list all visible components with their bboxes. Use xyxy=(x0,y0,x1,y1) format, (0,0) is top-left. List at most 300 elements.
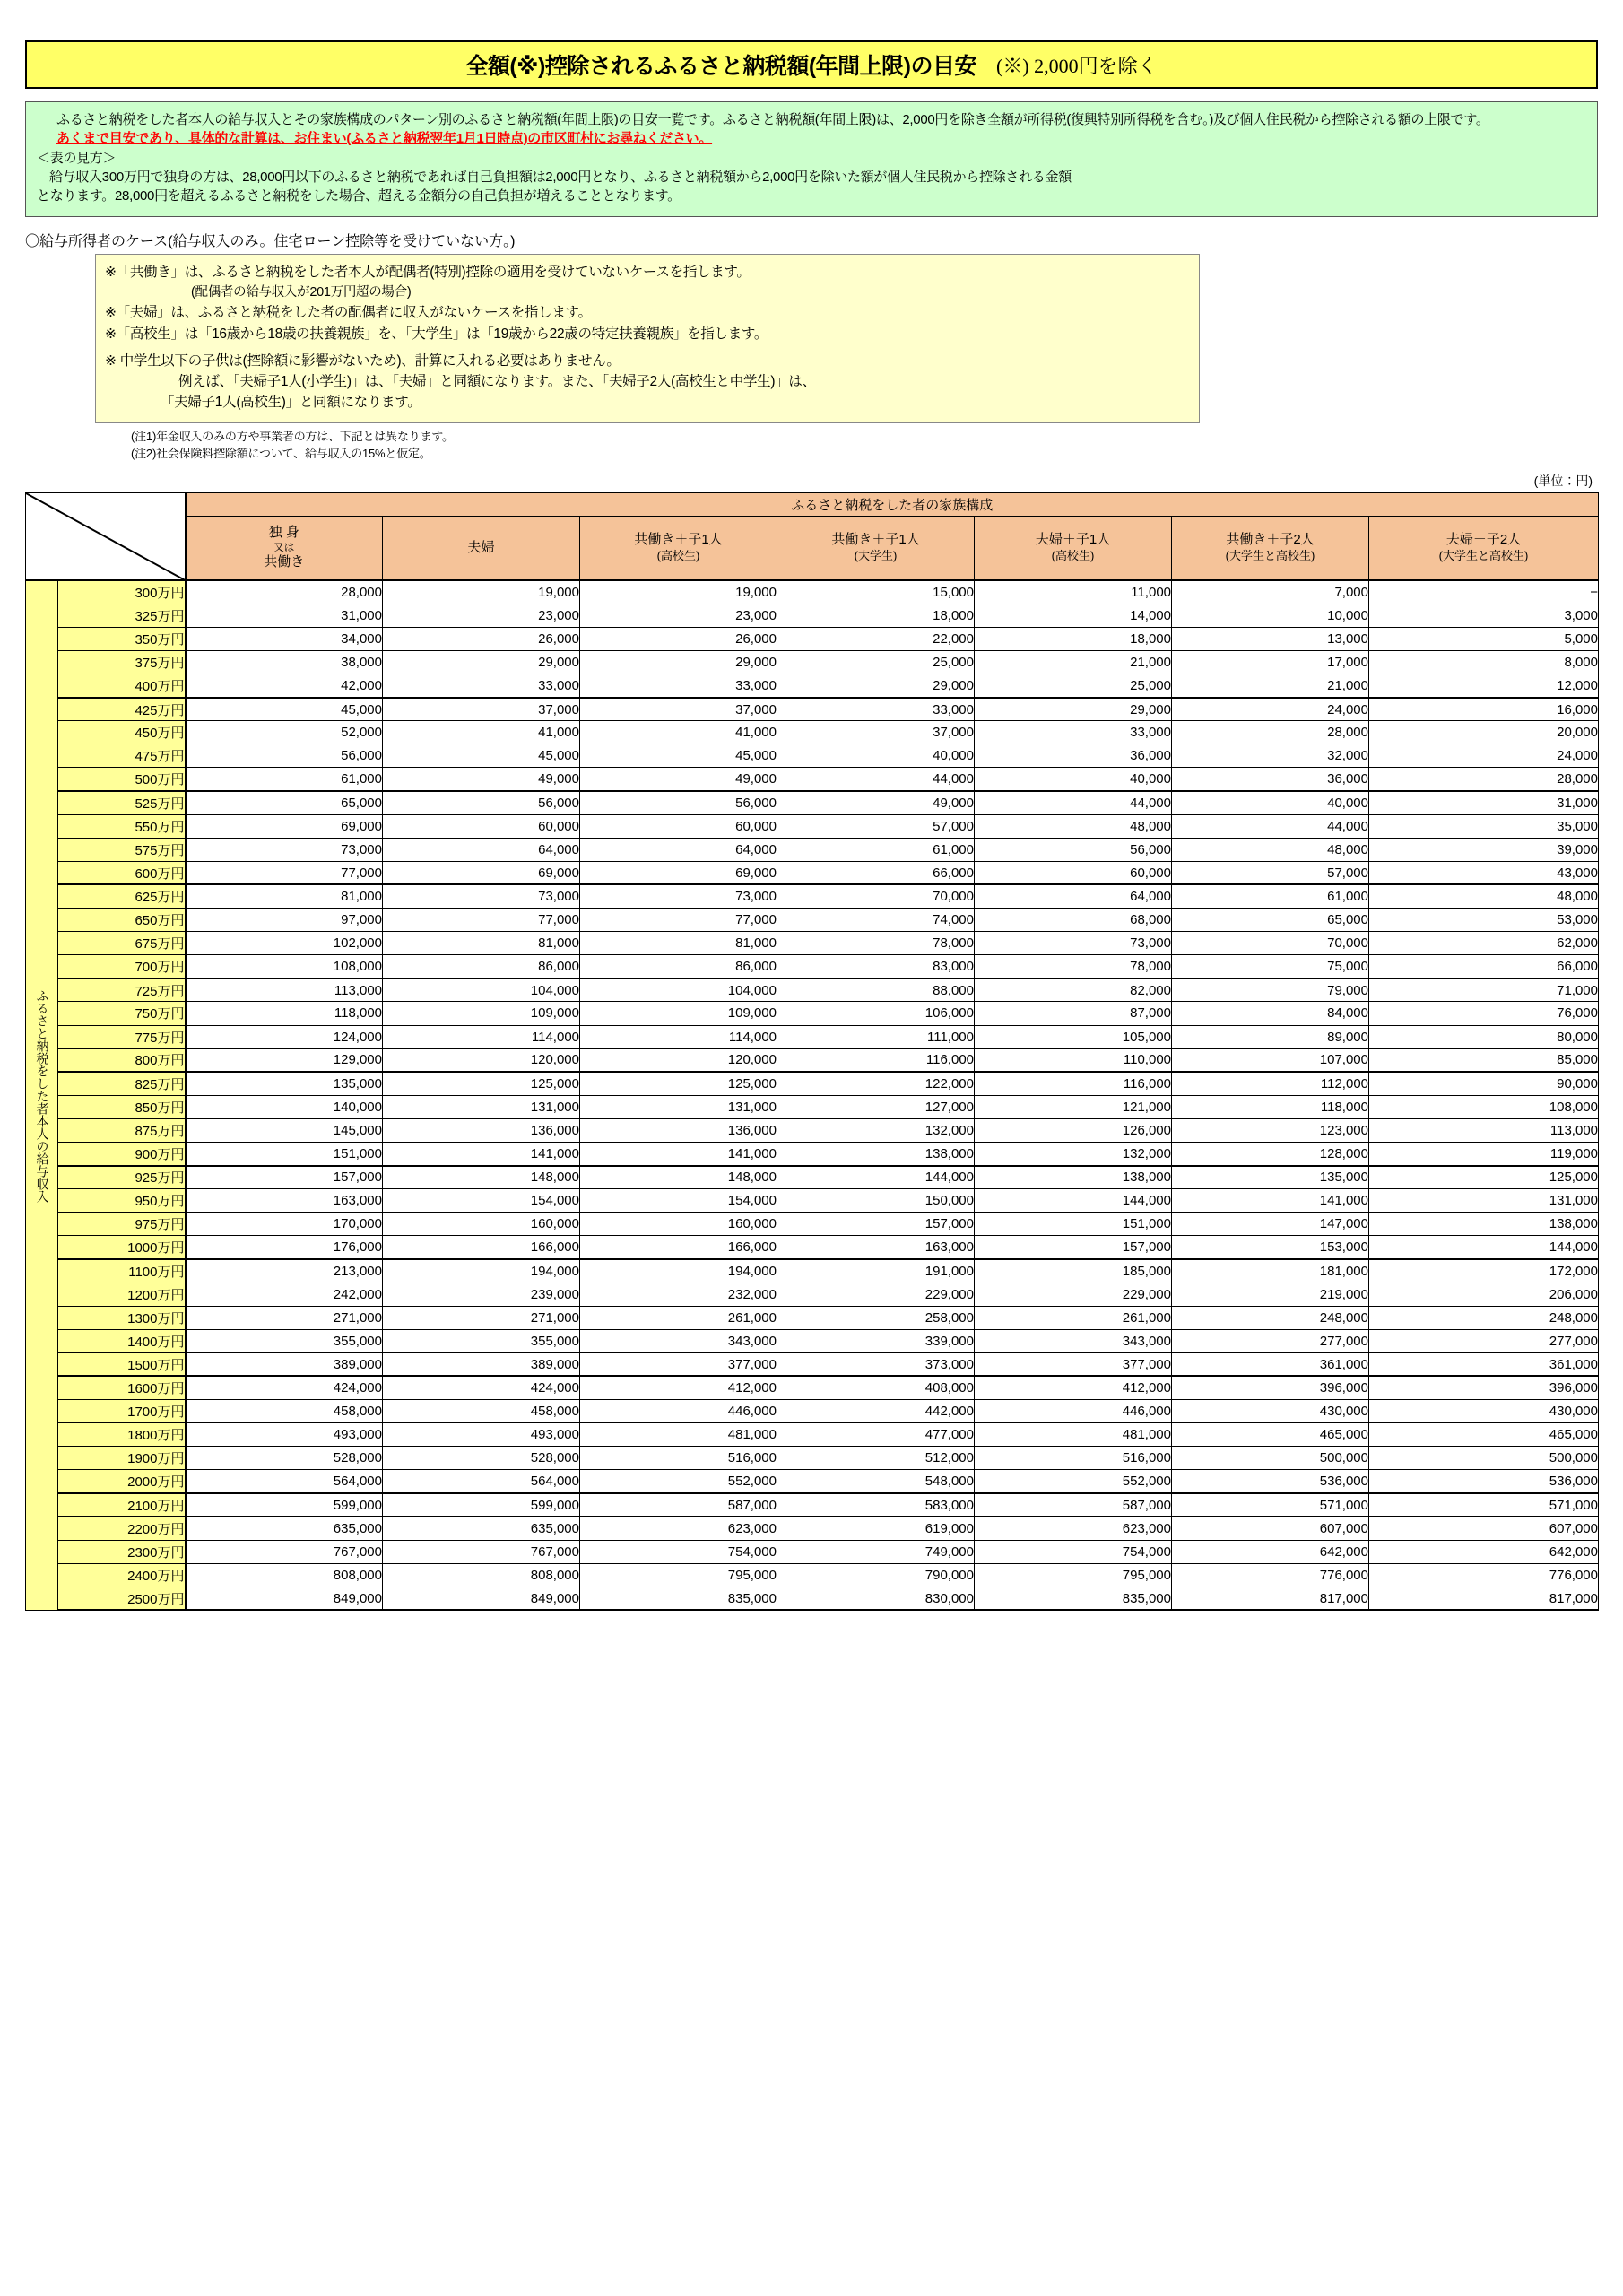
table-cell-value: 343,000 xyxy=(975,1329,1172,1352)
table-cell-value: 53,000 xyxy=(1369,909,1599,932)
table-cell-value: 176,000 xyxy=(186,1236,383,1259)
table-cell-value: 154,000 xyxy=(580,1189,777,1213)
table-cell-value: 583,000 xyxy=(777,1493,975,1517)
table-cell-value: 132,000 xyxy=(777,1118,975,1142)
table-cell-value: 607,000 xyxy=(1369,1517,1599,1540)
row-header-income: 1000万円 xyxy=(58,1236,186,1259)
table-cell-value: 767,000 xyxy=(186,1540,383,1563)
table-cell-value: 104,000 xyxy=(383,978,580,1002)
row-axis-label-text: ふるさと納税をした者本人の給与収入 xyxy=(35,988,50,1203)
table-cell-value: 148,000 xyxy=(580,1166,777,1189)
table-cell-value: 29,000 xyxy=(777,674,975,698)
table-cell-value: 24,000 xyxy=(1172,698,1369,721)
table-cell-value: 754,000 xyxy=(580,1540,777,1563)
table-cell-value: 528,000 xyxy=(186,1447,383,1470)
table-cell-value: 111,000 xyxy=(777,1025,975,1048)
col2-line2: (高校生) xyxy=(656,549,700,563)
table-cell-value: 118,000 xyxy=(186,1002,383,1025)
table-cell-value: 477,000 xyxy=(777,1423,975,1447)
table-row xyxy=(26,978,1599,1002)
table-cell-value: 587,000 xyxy=(580,1493,777,1517)
table-cell-value: 69,000 xyxy=(186,814,383,838)
col4-line2: (高校生) xyxy=(1051,549,1095,563)
table-cell-value: 60,000 xyxy=(975,861,1172,884)
table-cell-value: 500,000 xyxy=(1369,1447,1599,1470)
table-row xyxy=(26,955,1599,978)
case-note-0: ※「共働き」は、ふるさと納税をした者本人が配偶者(特別)控除の適用を受けていないケースを指します。 xyxy=(105,265,751,281)
table-row xyxy=(26,1236,1599,1259)
table-cell-value: 45,000 xyxy=(580,744,777,768)
row-header-income: 825万円 xyxy=(58,1072,186,1095)
table-cell-value: 141,000 xyxy=(1172,1189,1369,1213)
row-header-income: 1900万円 xyxy=(58,1447,186,1470)
table-cell-value: 39,000 xyxy=(1369,838,1599,861)
table-cell-value: 113,000 xyxy=(186,978,383,1002)
table-cell-value: 128,000 xyxy=(1172,1142,1369,1165)
table-cell-value: 599,000 xyxy=(383,1493,580,1517)
table-row xyxy=(26,1517,1599,1540)
table-cell-value: 109,000 xyxy=(383,1002,580,1025)
row-header-income: 575万円 xyxy=(58,838,186,861)
table-cell-value: 135,000 xyxy=(186,1072,383,1095)
table-cell-value: 41,000 xyxy=(580,721,777,744)
table-row xyxy=(26,1493,1599,1517)
table-cell-value: 170,000 xyxy=(186,1213,383,1236)
row-header-income: 300万円 xyxy=(58,580,186,604)
table-cell-value: 552,000 xyxy=(975,1470,1172,1493)
table-cell-value: 44,000 xyxy=(777,768,975,791)
unit-label: (単位：円) xyxy=(1533,473,1593,488)
table-cell-value: 11,000 xyxy=(975,580,1172,604)
table-cell-value: 86,000 xyxy=(383,955,580,978)
table-cell-value: 124,000 xyxy=(186,1025,383,1048)
table-cell-value: 261,000 xyxy=(975,1306,1172,1329)
row-header-income: 750万円 xyxy=(58,1002,186,1025)
table-cell-value: 83,000 xyxy=(777,955,975,978)
table-cell-value: 619,000 xyxy=(777,1517,975,1540)
table-cell-value: 481,000 xyxy=(580,1423,777,1447)
col5-line1: 共働き＋子2人 xyxy=(1226,532,1315,548)
table-cell-value: 271,000 xyxy=(383,1306,580,1329)
table-cell-value: 69,000 xyxy=(383,861,580,884)
table-cell-value: 77,000 xyxy=(580,909,777,932)
table-cell-value: 412,000 xyxy=(975,1376,1172,1399)
row-header-income: 475万円 xyxy=(58,744,186,768)
table-cell-value: 61,000 xyxy=(777,838,975,861)
table-cell-value: 33,000 xyxy=(383,674,580,698)
table-cell-value: 48,000 xyxy=(975,814,1172,838)
table-cell-value: 776,000 xyxy=(1172,1563,1369,1587)
table-cell-value: 77,000 xyxy=(186,861,383,884)
table-cell-value: 37,000 xyxy=(383,698,580,721)
col3-line1: 共働き＋子1人 xyxy=(831,532,920,548)
table-cell-value: 131,000 xyxy=(383,1095,580,1118)
table-cell-value: 41,000 xyxy=(383,721,580,744)
table-row xyxy=(26,1002,1599,1025)
table-cell-value: 71,000 xyxy=(1369,978,1599,1002)
table-cell-value: 73,000 xyxy=(383,884,580,908)
table-cell-value: 19,000 xyxy=(383,580,580,604)
row-header-income: 625万円 xyxy=(58,884,186,908)
row-header-income: 550万円 xyxy=(58,814,186,838)
table-body xyxy=(26,580,1599,1610)
table-cell-value: 60,000 xyxy=(580,814,777,838)
row-header-income: 775万円 xyxy=(58,1025,186,1048)
table-cell-value: 107,000 xyxy=(1172,1048,1369,1072)
table-cell-value: 817,000 xyxy=(1172,1587,1369,1610)
table-cell-value: 361,000 xyxy=(1369,1352,1599,1376)
table-cell-value: 140,000 xyxy=(186,1095,383,1118)
table-cell-value: 564,000 xyxy=(186,1470,383,1493)
table-cell-value: 31,000 xyxy=(1369,791,1599,814)
table-cell-value: 10,000 xyxy=(1172,604,1369,627)
table-cell-value: 361,000 xyxy=(1172,1352,1369,1376)
table-cell-value: 56,000 xyxy=(383,791,580,814)
table-cell-value: 87,000 xyxy=(975,1002,1172,1025)
table-corner-cell xyxy=(26,492,186,580)
table-cell-value: 635,000 xyxy=(186,1517,383,1540)
table-cell-value: 65,000 xyxy=(1172,909,1369,932)
table-cell-value: 60,000 xyxy=(383,814,580,838)
table-cell-value: 767,000 xyxy=(383,1540,580,1563)
table-header-row-span xyxy=(26,492,1599,516)
table-cell-value: 536,000 xyxy=(1172,1470,1369,1493)
table-cell-value: 125,000 xyxy=(1369,1166,1599,1189)
case-heading: 〇給与所得者のケース(給与収入のみ。住宅ローン控除等を受けていない方。) xyxy=(25,234,516,250)
table-cell-value: 126,000 xyxy=(975,1118,1172,1142)
table-cell-value: 81,000 xyxy=(186,884,383,908)
table-cell-value: 229,000 xyxy=(777,1283,975,1306)
table-cell-value: 163,000 xyxy=(777,1236,975,1259)
table-cell-value: 465,000 xyxy=(1172,1423,1369,1447)
table-cell-value: 48,000 xyxy=(1172,838,1369,861)
table-cell-value: 408,000 xyxy=(777,1376,975,1399)
table-cell-value: 23,000 xyxy=(580,604,777,627)
table-cell-value: 141,000 xyxy=(383,1142,580,1165)
table-row xyxy=(26,580,1599,604)
table-cell-value: 166,000 xyxy=(383,1236,580,1259)
table-cell-value: 339,000 xyxy=(777,1329,975,1352)
row-header-income: 700万円 xyxy=(58,955,186,978)
table-cell-value: 571,000 xyxy=(1369,1493,1599,1517)
table-row xyxy=(26,1587,1599,1610)
table-cell-value: 31,000 xyxy=(186,604,383,627)
table-cell-value: 42,000 xyxy=(186,674,383,698)
table-cell-value: 412,000 xyxy=(580,1376,777,1399)
table-row xyxy=(26,884,1599,908)
table-cell-value: 14,000 xyxy=(975,604,1172,627)
column-header-single xyxy=(186,516,383,580)
table-cell-value: 57,000 xyxy=(777,814,975,838)
table-cell-value: 28,000 xyxy=(186,580,383,604)
table-cell-value: 442,000 xyxy=(777,1400,975,1423)
table-row xyxy=(26,627,1599,650)
table-cell-value: 642,000 xyxy=(1369,1540,1599,1563)
table-cell-value: 34,000 xyxy=(186,627,383,650)
table-cell-value: 20,000 xyxy=(1369,721,1599,744)
table-cell-value: 194,000 xyxy=(580,1259,777,1283)
table-cell-value: 635,000 xyxy=(383,1517,580,1540)
row-header-income: 1400万円 xyxy=(58,1329,186,1352)
table-cell-value: 24,000 xyxy=(1369,744,1599,768)
row-header-income: 525万円 xyxy=(58,791,186,814)
table-cell-value: 18,000 xyxy=(975,627,1172,650)
table-cell-value: 45,000 xyxy=(383,744,580,768)
table-cell-value: 248,000 xyxy=(1369,1306,1599,1329)
table-cell-value: 396,000 xyxy=(1172,1376,1369,1399)
row-header-income: 325万円 xyxy=(58,604,186,627)
col3-line2: (大学生) xyxy=(854,549,898,563)
table-cell-value: 144,000 xyxy=(777,1166,975,1189)
row-header-income: 425万円 xyxy=(58,698,186,721)
table-cell-value: 232,000 xyxy=(580,1283,777,1306)
table-cell-value: 138,000 xyxy=(1369,1213,1599,1236)
table-cell-value: 64,000 xyxy=(383,838,580,861)
table-cell-value: 97,000 xyxy=(186,909,383,932)
table-header-row-cols xyxy=(26,516,1599,580)
table-cell-value: 29,000 xyxy=(383,651,580,674)
table-cell-value: 37,000 xyxy=(777,721,975,744)
table-cell-value: 150,000 xyxy=(777,1189,975,1213)
case-note-2: ※「夫婦」は、ふるさと納税をした者の配偶者に収入がないケースを指します。 xyxy=(105,305,592,321)
row-header-income: 850万円 xyxy=(58,1095,186,1118)
row-header-income: 2000万円 xyxy=(58,1470,186,1493)
table-cell-value: 125,000 xyxy=(383,1072,580,1095)
table-cell-value: 16,000 xyxy=(1369,698,1599,721)
col6-line2: (大学生と高校生) xyxy=(1438,549,1529,563)
howto-heading: ＜表の見方＞ xyxy=(37,150,117,166)
column-header-couple-2child xyxy=(1369,516,1599,580)
row-header-income: 1800万円 xyxy=(58,1423,186,1447)
table-cell-value: 145,000 xyxy=(186,1118,383,1142)
row-header-income: 2100万円 xyxy=(58,1493,186,1517)
table-cell-value: 389,000 xyxy=(186,1352,383,1376)
table-cell-value: 56,000 xyxy=(186,744,383,768)
case-note-1: (配偶者の給与収入が201万円超の場合) xyxy=(191,284,412,300)
table-cell-value: 40,000 xyxy=(1172,791,1369,814)
row-header-income: 2400万円 xyxy=(58,1563,186,1587)
table-cell-value: 458,000 xyxy=(186,1400,383,1423)
table-cell-value: 29,000 xyxy=(580,651,777,674)
table-cell-value: 151,000 xyxy=(975,1213,1172,1236)
table-cell-value: 446,000 xyxy=(975,1400,1172,1423)
table-cell-value: 219,000 xyxy=(1172,1283,1369,1306)
table-cell-value: 88,000 xyxy=(777,978,975,1002)
table-cell-value: 830,000 xyxy=(777,1587,975,1610)
table-cell-value: 258,000 xyxy=(777,1306,975,1329)
table-cell-value: 528,000 xyxy=(383,1447,580,1470)
col0-line2: 又は xyxy=(273,542,295,553)
table-cell-value: 552,000 xyxy=(580,1470,777,1493)
table-cell-value: 849,000 xyxy=(383,1587,580,1610)
table-cell-value: 28,000 xyxy=(1172,721,1369,744)
table-row xyxy=(26,1470,1599,1493)
table-cell-value: 62,000 xyxy=(1369,932,1599,955)
table-cell-value: 61,000 xyxy=(186,768,383,791)
table-cell-value: 119,000 xyxy=(1369,1142,1599,1165)
table-cell-value: 516,000 xyxy=(975,1447,1172,1470)
table-cell-value: 132,000 xyxy=(975,1142,1172,1165)
table-cell-value: 70,000 xyxy=(777,884,975,908)
table-cell-value: 7,000 xyxy=(1172,580,1369,604)
table-cell-value: 110,000 xyxy=(975,1048,1172,1072)
row-axis-label xyxy=(26,580,58,1610)
col0-line3: 共働き xyxy=(264,554,305,570)
table-cell-value: 493,000 xyxy=(383,1423,580,1447)
table-cell-value: 154,000 xyxy=(383,1189,580,1213)
table-cell-value: 120,000 xyxy=(383,1048,580,1072)
table-cell-value: 56,000 xyxy=(580,791,777,814)
table-row xyxy=(26,1142,1599,1165)
table-cell-value: 120,000 xyxy=(580,1048,777,1072)
table-cell-value: 33,000 xyxy=(777,698,975,721)
row-header-income: 725万円 xyxy=(58,978,186,1002)
howto-line-1: 給与収入300万円で独身の方は、28,000円以下のふるさと納税であれば自己負担額は2,000円となり、ふるさと納税額から2,000円を除いた額が個人住民税から控除される金額 xyxy=(49,169,1072,185)
table-cell-value: 48,000 xyxy=(1369,884,1599,908)
table-cell-value: 373,000 xyxy=(777,1352,975,1376)
table-cell-value: 277,000 xyxy=(1172,1329,1369,1352)
table-row xyxy=(26,698,1599,721)
table-cell-value: 28,000 xyxy=(1369,768,1599,791)
row-header-income: 975万円 xyxy=(58,1213,186,1236)
table-cell-value: 64,000 xyxy=(580,838,777,861)
table-cell-value: 32,000 xyxy=(1172,744,1369,768)
table-cell-value: 69,000 xyxy=(580,861,777,884)
table-cell-value: 21,000 xyxy=(975,651,1172,674)
table-cell-value: 73,000 xyxy=(186,838,383,861)
table-row xyxy=(26,838,1599,861)
table-cell-value: 125,000 xyxy=(580,1072,777,1095)
table-cell-value: 66,000 xyxy=(1369,955,1599,978)
col6-line1: 夫婦＋子2人 xyxy=(1445,532,1522,548)
table-row xyxy=(26,1306,1599,1329)
table-row xyxy=(26,1259,1599,1283)
table-cell-value: − xyxy=(1369,580,1599,604)
case-note-6: 「夫婦子1人(高校生)」と同額になります。 xyxy=(161,395,421,411)
table-cell-value: 114,000 xyxy=(580,1025,777,1048)
table-cell-value: 607,000 xyxy=(1172,1517,1369,1540)
table-cell-value: 512,000 xyxy=(777,1447,975,1470)
table-cell-value: 73,000 xyxy=(975,932,1172,955)
row-header-income: 1500万円 xyxy=(58,1352,186,1376)
table-row xyxy=(26,861,1599,884)
table-cell-value: 835,000 xyxy=(580,1587,777,1610)
row-header-income: 400万円 xyxy=(58,674,186,698)
case-notes-box xyxy=(95,254,1200,422)
table-cell-value: 790,000 xyxy=(777,1563,975,1587)
table-cell-value: 642,000 xyxy=(1172,1540,1369,1563)
row-header-income: 1300万円 xyxy=(58,1306,186,1329)
intro-alert-note: あくまで目安であり、具体的な計算は、お住まい(ふるさと納税翌年1月1日時点)の市区町村にお尋ねください。 xyxy=(56,131,713,147)
table-cell-value: 389,000 xyxy=(383,1352,580,1376)
table-cell-value: 623,000 xyxy=(975,1517,1172,1540)
table-cell-value: 76,000 xyxy=(1369,1002,1599,1025)
col0-line1: 独 身 xyxy=(268,525,299,541)
table-cell-value: 172,000 xyxy=(1369,1259,1599,1283)
table-cell-value: 160,000 xyxy=(580,1213,777,1236)
table-cell-value: 3,000 xyxy=(1369,604,1599,627)
row-header-income: 1600万円 xyxy=(58,1376,186,1399)
table-cell-value: 355,000 xyxy=(383,1329,580,1352)
table-cell-value: 64,000 xyxy=(975,884,1172,908)
row-header-income: 1200万円 xyxy=(58,1283,186,1306)
table-cell-value: 104,000 xyxy=(580,978,777,1002)
table-cell-value: 38,000 xyxy=(186,651,383,674)
table-cell-value: 194,000 xyxy=(383,1259,580,1283)
table-row xyxy=(26,932,1599,955)
table-cell-value: 86,000 xyxy=(580,955,777,978)
table-cell-value: 43,000 xyxy=(1369,861,1599,884)
table-row xyxy=(26,1423,1599,1447)
table-cell-value: 33,000 xyxy=(975,721,1172,744)
table-cell-value: 430,000 xyxy=(1172,1400,1369,1423)
table-cell-value: 33,000 xyxy=(580,674,777,698)
table-span-header: ふるさと納税をした者の家族構成 xyxy=(186,492,1599,516)
row-header-income: 350万円 xyxy=(58,627,186,650)
table-cell-value: 147,000 xyxy=(1172,1213,1369,1236)
table-cell-value: 151,000 xyxy=(186,1142,383,1165)
table-cell-value: 749,000 xyxy=(777,1540,975,1563)
table-cell-value: 49,000 xyxy=(383,768,580,791)
table-cell-value: 516,000 xyxy=(580,1447,777,1470)
table-cell-value: 80,000 xyxy=(1369,1025,1599,1048)
table-row xyxy=(26,674,1599,698)
table-row xyxy=(26,1189,1599,1213)
table-cell-value: 123,000 xyxy=(1172,1118,1369,1142)
case-note-5: 例えば、「夫婦子1人(小学生)」は、「夫婦」と同額になります。また、「夫婦子2人(高校生と中学生)」は、 xyxy=(178,374,816,390)
table-row xyxy=(26,744,1599,768)
table-cell-value: 44,000 xyxy=(1172,814,1369,838)
table-cell-value: 160,000 xyxy=(383,1213,580,1236)
table-cell-value: 89,000 xyxy=(1172,1025,1369,1048)
table-row xyxy=(26,814,1599,838)
table-cell-value: 564,000 xyxy=(383,1470,580,1493)
table-cell-value: 81,000 xyxy=(580,932,777,955)
table-cell-value: 135,000 xyxy=(1172,1166,1369,1189)
row-header-income: 375万円 xyxy=(58,651,186,674)
table-cell-value: 795,000 xyxy=(975,1563,1172,1587)
table-cell-value: 808,000 xyxy=(383,1563,580,1587)
table-cell-value: 181,000 xyxy=(1172,1259,1369,1283)
howto-text xyxy=(37,168,1586,206)
table-cell-value: 105,000 xyxy=(975,1025,1172,1048)
column-header-couple-1child-hs xyxy=(975,516,1172,580)
table-row xyxy=(26,1048,1599,1072)
table-cell-value: 343,000 xyxy=(580,1329,777,1352)
table-cell-value: 239,000 xyxy=(383,1283,580,1306)
table-cell-value: 835,000 xyxy=(975,1587,1172,1610)
table-cell-value: 136,000 xyxy=(383,1118,580,1142)
table-cell-value: 25,000 xyxy=(777,651,975,674)
table-cell-value: 102,000 xyxy=(186,932,383,955)
table-row xyxy=(26,791,1599,814)
table-cell-value: 37,000 xyxy=(580,698,777,721)
table-cell-value: 109,000 xyxy=(580,1002,777,1025)
table-cell-value: 377,000 xyxy=(580,1352,777,1376)
table-cell-value: 49,000 xyxy=(777,791,975,814)
table-cell-value: 85,000 xyxy=(1369,1048,1599,1072)
row-header-income: 650万円 xyxy=(58,909,186,932)
table-cell-value: 35,000 xyxy=(1369,814,1599,838)
table-cell-value: 144,000 xyxy=(975,1189,1172,1213)
table-cell-value: 57,000 xyxy=(1172,861,1369,884)
col5-line2: (大学生と高校生) xyxy=(1225,549,1315,563)
table-cell-value: 74,000 xyxy=(777,909,975,932)
table-row xyxy=(26,1563,1599,1587)
table-cell-value: 129,000 xyxy=(186,1048,383,1072)
table-cell-value: 114,000 xyxy=(383,1025,580,1048)
table-cell-value: 18,000 xyxy=(777,604,975,627)
